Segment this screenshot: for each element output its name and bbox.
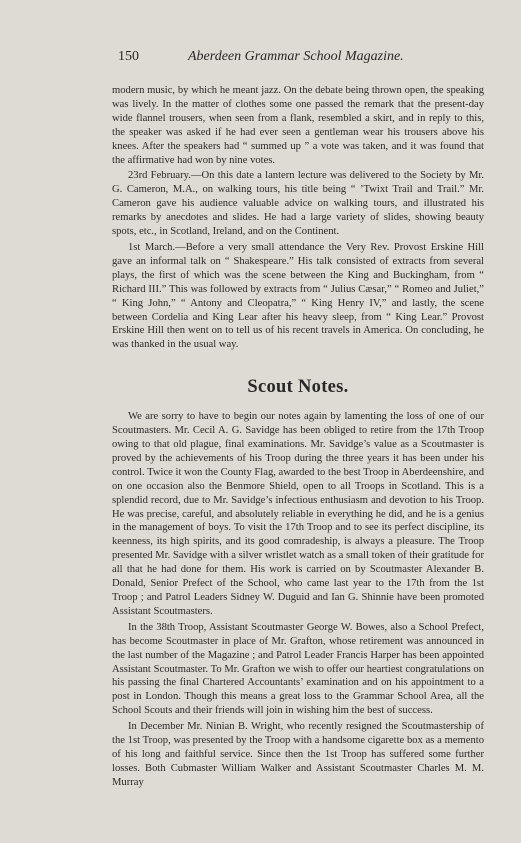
paragraph: 1st March.—Before a very small attendance the Very Rev. Provost Erskine Hill gave an informal talk on “ Shakespeare.” His talk consisted of extracts from several plays, the first of which was the scene between the King and Buckingham, from “ Richard III.” This was followed by extracts from “ Julius Cæsar,” “ Romeo and Juliet,” “ King John,” “ Antony and Cleopatra,” “ King Henry IV,” and lastly, the scene between Cordelia and King Lear after his heavy sleep, from “ King Lear.” Provost Erskine Hill then went on to tell us of his recent travels in America. On concluding, he was thanked in the usual way. <box>112 241 484 351</box>
page-number: 150 <box>118 49 139 64</box>
page-header <box>118 48 488 66</box>
paragraph: In December Mr. Ninian B. Wright, who recently resigned the Scoutmastership of the 1st Troop, was presented by the Troop with a handsome cigarette box as a memento of his long and faithful service. Since then the 1st Troop has suffered some further losses. Both Cubmaster William Walker and Assistant Scoutmaster Charles M. M. Murray <box>112 721 484 788</box>
journal-title: Aberdeen Grammar School Magazine. <box>188 49 404 64</box>
paragraph: 23rd February.—On this date a lantern lecture was delivered to the Society by Mr. G. Cameron, M.A., on walking tours, his title being “ ’Twixt Trail and Trail.” Mr. Cameron gave his audience valuable advice on walking tours, and illustrated his remarks by anecdotes and slides. He had a large variety of slides, showing beauty spots, etc., in Scotland, Ireland, and on the Continent. <box>112 170 484 238</box>
paragraph: We are sorry to have to begin our notes again by lamenting the loss of one of our Scoutmasters. Mr. Cecil A. G. Savidge has been obliged to retire from the 17th Troop owing to that old plague, final examinations. Mr. Savidge’s value as a Scoutmaster is proved by the achievements of his Troop during the three years it has been under his control. Twice it won the County Flag, awarded to the best Troop in Aberdeenshire, and on one occasion also the Benmore Shield, open to all Troops in Scotland. This is a splendid record, due to Mr. Savidge’s infectious enthusiasm and devotion to his Troop. He was precise, careful, and absolutely reliable in everything he did, and he is a genius in the management of boys. To visit the 17th Troop and to see its perfect discipline, its keenness, its high spirits, and its good comradeship, is always a pleasure. The Troop presented Mr. Savidge with a silver wristlet watch as a small token of their gratitude for all that he had done for them. His work is carried on by Scoutmaster Alexander B. Donald, Senior Prefect of the School, who came last year to the 17th from the 1st Troop ; and Patrol Leaders Sidney W. Duguid and Ian G. Shinnie have been promoted Assistant Scoutmasters. <box>112 411 484 617</box>
section-title: Scout Notes. <box>247 377 349 398</box>
paragraph: In the 38th Troop, Assistant Scoutmaster George W. Bowes, also a School Prefect, has become Scoutmaster in place of Mr. Grafton, whose retirement was announced in the last number of the Magazine ; and Patrol Leader Francis Harper has been appointed Assistant Scoutmaster. To Mr. Grafton we wish to offer our heartiest congratulations on his passing the final Chartered Accountants’ examination and on his appointment to a post in London. Though this means a great loss to the Grammar School Area, all the School Scouts and their friends will join in wishing him the best of success. <box>112 621 484 717</box>
paragraph: modern music, by which he meant jazz. On the debate being thrown open, the speaking was lively. In the matter of clothes some one passed the remark that the present-day wide flannel trousers, when seen from a flank, resembled a skirt, and in reply to this, the speaker was asked if he had ever seen a gentleman wear his trousers above his knees. After the speakers had “ summed up ” a vote was taken, and it was found that the affirmative had won by nine votes. <box>112 85 484 166</box>
text-column <box>112 84 484 792</box>
